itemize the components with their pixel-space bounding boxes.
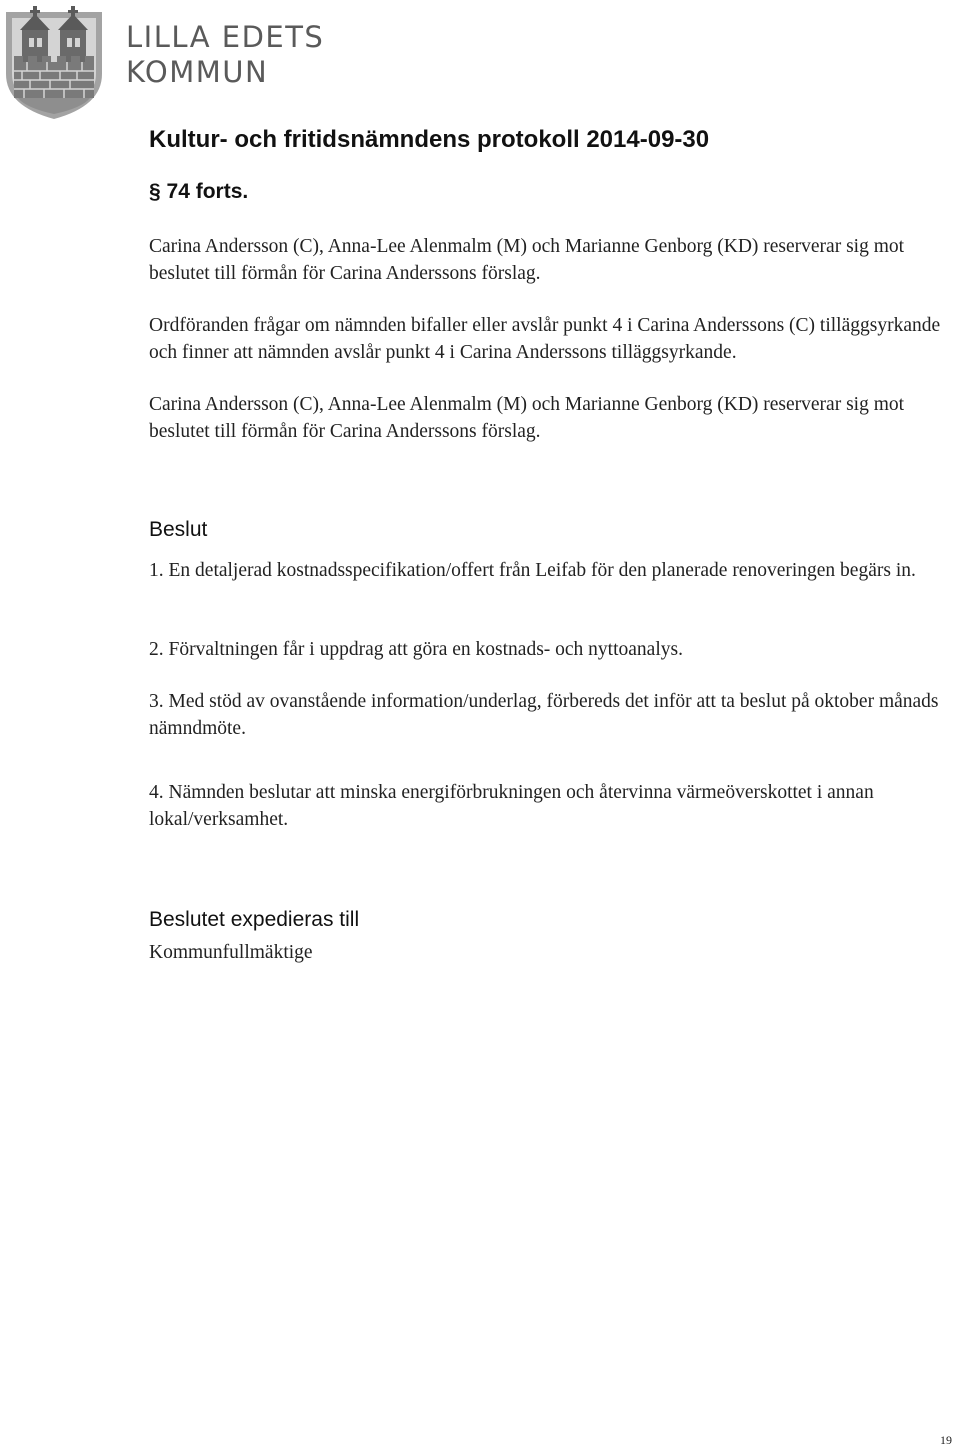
- document-title: Kultur- och fritidsnämndens protokoll 2014-09-30: [149, 126, 710, 153]
- section-reference: § 74 forts.: [149, 180, 249, 203]
- page-number: 19: [940, 1433, 952, 1447]
- dispatch-recipient: Kommunfullmäktige: [149, 942, 313, 963]
- chair-question-paragraph: Ordföranden frågar om nämnden bifaller eller avslår punkt 4 i Carina Anderssons (C) tilläggsyrkande och finner att nämnden avslår punkt 4 i Carina Anderssons tilläggsyrkande.: [149, 315, 941, 363]
- municipal-crest-icon: [2, 2, 106, 120]
- org-name-line1: LILLA EDETS: [126, 20, 325, 54]
- municipal-logo: [0, 0, 325, 125]
- decision-item-1: 1. En detaljerad kostnadsspecifikation/offert från Leifab för den planerade renoveringen begärs in.: [149, 560, 916, 581]
- decision-item-3: 3. Med stöd av ovanstående information/underlag, förbereds det inför att ta beslut på oktober månads nämndmöte.: [149, 691, 939, 739]
- decision-item-4: 4. Nämnden beslutar att minska energiförbrukningen och återvinna värmeöverskottet i annan lokal/verksamhet.: [149, 782, 874, 830]
- decision-heading: Beslut: [149, 518, 208, 541]
- decision-item-2: 2. Förvaltningen får i uppdrag att göra en kostnads- och nyttoanalys.: [149, 639, 683, 660]
- org-name-line2: KOMMUN: [126, 55, 269, 89]
- dispatch-heading: Beslutet expedieras till: [149, 908, 360, 931]
- reservation-paragraph: Carina Andersson (C), Anna-Lee Alenmalm (M) och Marianne Genborg (KD) reserverar sig mot beslutet till förmån för Carina Anderssons förslag.: [149, 236, 905, 284]
- reservation-paragraph-2: Carina Andersson (C), Anna-Lee Alenmalm (M) och Marianne Genborg (KD) reserverar sig mot beslutet till förmån för Carina Anderssons förslag.: [149, 394, 905, 442]
